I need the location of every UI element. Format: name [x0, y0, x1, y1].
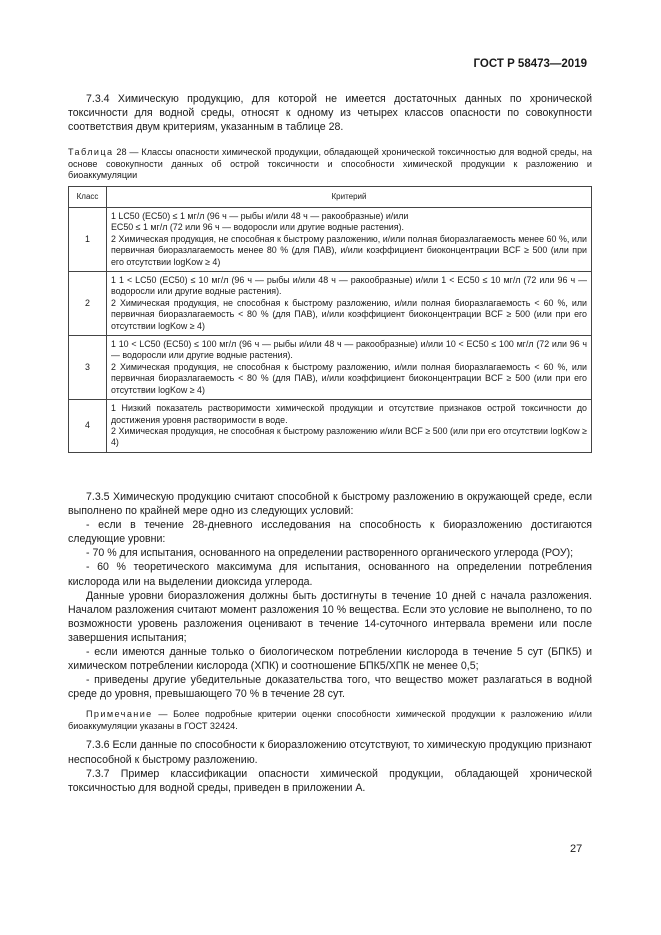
table-caption-label: Таблица [68, 147, 114, 157]
criterion-line: 2 Химическая продукция, не способная к быстрому разложению, и/или полная биоразлагаемость < 60 %, или первичная биоразлагаемость < 80 % (для ПАВ), и/или коэффициент биоконцентрации BCF ≥ 500 (или при его отсутствии logKow ≥ 4) [111, 297, 587, 331]
criteria-table [68, 186, 592, 453]
paragraph-degradation: Данные уровни биоразложения должны быть достигнуты в течение 10 дней с начала разложения. Началом разложения считают момент разложения 10 % вещества. Если это условие не выполнено, то по возможности уровень разложения оценивают в течение 14-суточного интервала времени или после завершения испытания; [68, 589, 592, 644]
paragraph-7-3-4: 7.3.4 Химическую продукцию, для которой не имеется достаточных данных по хронической токсичности для водной среды, относят к одному из четырех классов опасности по совокупности соответствия двум критериям, указанным в таблице 28. [68, 93, 592, 133]
list-item: - если имеются данные только о биологическом потреблении кислорода в течение 5 сут (БПК5) и химическом потреблении кислорода (ХПК) и соотношение БПК5/ХПК не менее 0,5; [68, 646, 592, 673]
paragraph-7-3-6: 7.3.6 Если данные по способности к биоразложению отсутствуют, то химическую продукцию признают неспособной к быстрому разложению. [68, 739, 592, 766]
paragraph-7-3-7: 7.3.7 Пример классификации опасности химической продукции, обладающей хронической токсичностью для водной среды, приведен в приложении А. [68, 767, 592, 794]
criterion-cell [107, 272, 592, 336]
table-row [69, 272, 592, 336]
criterion-line: 2 Химическая продукция, не способная к быстрому разложению и/или BCF ≥ 500 (или при его отсутствии logKow ≥ 4) [111, 425, 587, 448]
note-label: Примечание [86, 709, 153, 720]
table-row [69, 336, 592, 400]
criterion-cell [107, 208, 592, 272]
column-header-criterion: Критерий [107, 187, 592, 208]
criterion-cell [107, 336, 592, 400]
class-cell: 3 [69, 336, 107, 400]
class-cell: 1 [69, 208, 107, 272]
table-header-row [69, 187, 592, 208]
column-header-class: Класс [69, 187, 107, 208]
table-row [69, 400, 592, 453]
note-text: — Более подробные критерии оценки способности химической продукции к разложению и/или биоаккумуляции указаны в ГОСТ 32424. [68, 709, 592, 732]
criterion-line: 1 Низкий показатель растворимости химической продукции и отсутствие признаков острой токсичности до достижения уровня растворимости в воде. [111, 403, 587, 425]
table-caption-text: 28 — Классы опасности химической продукции, обладающей хронической токсичностью для водной среды, на основе совокупности данных об острой токсичности и способности химической продукции к разложению и биоаккумуляции [68, 147, 592, 180]
paragraph-7-3-5: 7.3.5 Химическую продукцию считают способной к быстрому разложению в окружающей среде, если выполнено по крайней мере одно из следующих условий: [68, 491, 592, 518]
criterion-cell [107, 400, 592, 453]
criterion-line: 1 1 < LC50 (EC50) ≤ 10 мг/л (96 ч — рыбы и/или 48 ч — ракообразные) и/или 1 < EC50 ≤ 10 мг/л (72 или 96 ч — водоросли или другие водные растения). [111, 275, 587, 297]
table-row [69, 208, 592, 272]
criterion-line: 2 Химическая продукция, не способная к быстрому разложению, и/или полная биоразлагаемость < 60 %, или первичная биоразлагаемость < 80 % (для ПАВ), и/или коэффициент биоконцентрации BCF ≥ 500 (или при его отсутствии logKow ≥ 4) [111, 361, 587, 395]
criterion-line: 1 LC50 (EC50) ≤ 1 мг/л (96 ч — рыбы и/или 48 ч — ракообразные) и/или [111, 211, 409, 221]
list-item: - 70 % для испытания, основанного на определении растворенного органического углерода (РОУ); [86, 547, 574, 560]
note [68, 708, 592, 732]
section-7-3-5 [68, 490, 592, 795]
criterion-line: 2 Химическая продукция, не способная к быстрому разложению, и/или полная биоразлагаемость менее 60 %, или первичная биоразлагаемость менее 80 % (для ПАВ), и/или коэффициент биоконцентрации BCF ≥ 500 (или при его отсутствии logKow ≥ 4) [111, 233, 587, 267]
criterion-line: EC50 ≤ 1 мг/л (72 или 96 ч — водоросли или другие водные растения). [111, 222, 404, 233]
intro-paragraph [68, 92, 592, 134]
list-item: - если в течение 28-дневного исследования на способность к биоразложению достигаются следующие уровни: [68, 519, 592, 546]
list-item: - 60 % теоретического максимума для испытания, основанного на определении потребления кислорода или на выделении диоксида углерода. [68, 561, 592, 588]
class-cell: 2 [69, 272, 107, 336]
standard-header: ГОСТ Р 58473—2019 [473, 58, 587, 70]
class-cell: 4 [69, 400, 107, 453]
table-caption [68, 147, 592, 182]
page-number: 27 [570, 843, 583, 855]
list-item: - приведены другие убедительные доказательства того, что вещество может разлагаться в водной среде до уровня, превышающего 70 % в течение 28 сут. [68, 674, 592, 701]
criterion-line: 1 10 < LC50 (EC50) ≤ 100 мг/л (96 ч — рыбы и/или 48 ч — ракообразные) и/или 10 < EC50 ≤ 100 мг/л (72 или 96 ч — водоросли или другие водные растения). [111, 339, 587, 361]
